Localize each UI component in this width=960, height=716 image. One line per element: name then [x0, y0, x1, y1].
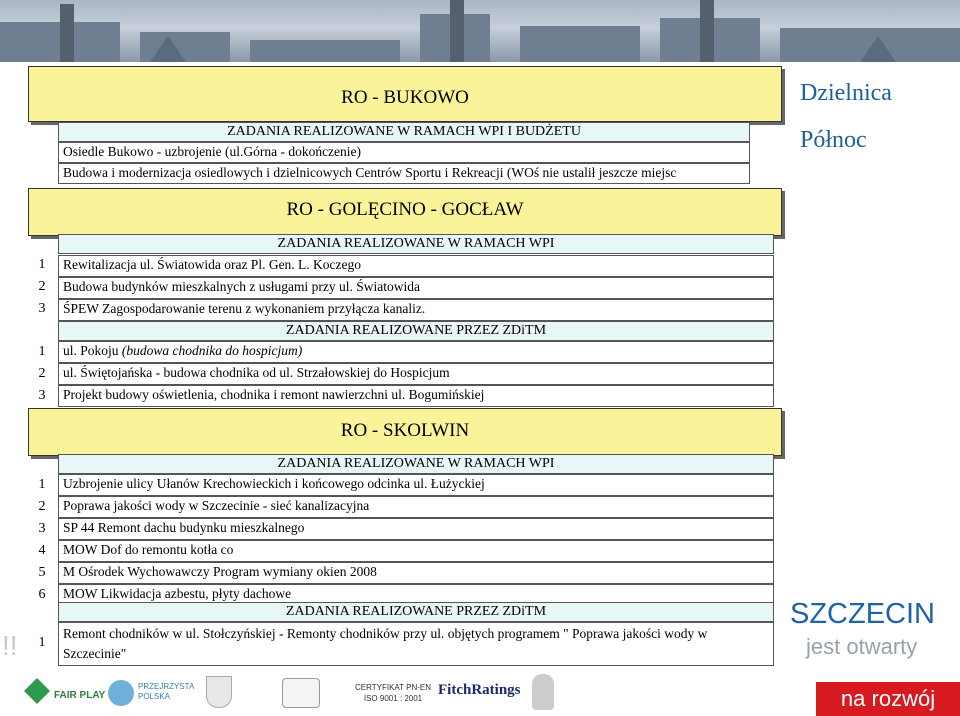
golecino-subheader-zditm: ZADANIA REALIZOWANE PRZEZ ZDiTM	[58, 321, 774, 341]
row-number: 1	[38, 257, 46, 272]
brand-slogan: jest otwarty	[806, 634, 918, 659]
skolwin-wpi-item-1	[58, 474, 774, 496]
district-label-line2: Północ	[800, 127, 867, 153]
golecino-wpi-item-1	[58, 255, 774, 277]
row-number: 2	[38, 499, 46, 514]
skolwin-wpi-item-2	[58, 496, 774, 518]
bukowo-title: RO - BUKOWO	[341, 87, 469, 108]
row-number: 5	[38, 565, 46, 580]
list-item-text-line2: Szczecinie"	[63, 646, 127, 661]
row-number: 3	[38, 521, 46, 536]
fair-play-logo	[24, 678, 50, 704]
list-item-text: Projekt budowy oświetlenia, chodnika i remont nawierzchni ul. Bogumińskiej	[63, 387, 485, 402]
mascot-icon	[532, 674, 554, 710]
bukowo-header	[28, 66, 782, 122]
bukowo-item-2	[58, 163, 750, 184]
golecino-title: RO - GOLĘCINO - GOCŁAW	[286, 199, 524, 220]
golecino-header	[28, 188, 782, 236]
przejrzysta-polska-logo	[108, 680, 134, 706]
row-number: 6	[38, 587, 46, 602]
golecino-zditm-item-3	[58, 385, 774, 407]
certificate-label: CERTYFIKAT PN-EN ISO 9001 : 2001	[354, 683, 431, 703]
list-item-text: M Ośrodek Wychowawczy Program wymiany okien 2008	[63, 564, 377, 579]
row-number: 2	[38, 366, 46, 381]
bukowo-subheader: ZADANIA REALIZOWANE W RAMACH WPI I BUDŻETU	[58, 122, 750, 142]
list-item-text: MOW Dof do remontu kotła co	[63, 542, 234, 557]
partner-logos	[20, 672, 800, 716]
skolwin-subheader-wpi: ZADANIA REALIZOWANE W RAMACH WPI	[58, 454, 774, 474]
golecino-wpi-item-3	[58, 299, 774, 321]
fair-play-label: FAIR PLAY	[54, 690, 106, 701]
golecino-zditm-item-1	[58, 341, 774, 363]
list-item-text: ul. Pokoju	[63, 343, 122, 358]
row-number: 1	[38, 344, 46, 359]
row-number: 1	[38, 635, 46, 650]
row-number: 3	[38, 301, 46, 316]
city-skyline-banner	[0, 0, 960, 62]
decorative-mark: !!	[2, 630, 18, 661]
list-item-text: Budowa i modernizacja osiedlowych i dzielnicowych Centrów Sportu i Rekreacji (WOś nie ustalił jeszcze miejsc	[63, 165, 677, 180]
brand-city: SZCZECIN	[790, 598, 935, 630]
district-label-line1: Dzielnica	[800, 80, 892, 106]
list-item-note: (budowa chodnika do hospicjum)	[121, 343, 303, 358]
bukowo-item-1	[58, 142, 750, 163]
skolwin-header	[28, 408, 782, 456]
skolwin-title: RO - SKOLWIN	[340, 420, 470, 441]
list-item-text: SP 44 Remont dachu budynku mieszkalnego	[63, 520, 305, 535]
przejrzysta-polska-label: PRZEJRZYSTA POLSKA	[138, 682, 194, 701]
row-number: 2	[38, 279, 46, 294]
row-number: 1	[38, 477, 46, 492]
fitch-ratings-label: FitchRatings	[438, 682, 521, 698]
list-item-text: Osiedle Bukowo - uzbrojenie (ul.Górna - dokończenie)	[63, 144, 362, 159]
skolwin-zditm-item-1	[58, 622, 774, 666]
row-number: 4	[38, 543, 46, 558]
list-item-text: Uzbrojenie ulicy Ułanów Krechowieckich i końcowego odcinka ul. Łużyckiej	[63, 476, 485, 491]
skolwin-wpi-item-4	[58, 540, 774, 562]
skolwin-wpi-item-3	[58, 518, 774, 540]
golecino-zditm-item-2	[58, 363, 774, 385]
golecino-wpi-item-2	[58, 277, 774, 299]
list-item-text: Rewitalizacja ul. Światowida oraz Pl. Gen. L. Koczego	[63, 257, 362, 272]
list-item-text: Poprawa jakości wody w Szczecinie - sieć kanalizacyjna	[63, 498, 370, 513]
golecino-subheader-wpi: ZADANIA REALIZOWANE W RAMACH WPI	[58, 234, 774, 254]
coat-of-arms-icon	[206, 676, 232, 708]
row-number: 3	[38, 388, 46, 403]
list-item-text: ul. Świętojańska - budowa chodnika od ul. Strzałowskiej do Hospicjum	[63, 365, 450, 380]
list-item-text-line1: Remont chodników w ul. Stołczyńskiej - Remonty chodników przy ul. objętych programem " Poprawa jakości wody w	[63, 626, 708, 641]
list-item-text: Budowa budynków mieszkalnych z usługami przy ul. Światowida	[63, 279, 420, 294]
list-item-text: ŚPEW Zagospodarowanie terenu z wykonaniem przyłącza kanaliz.	[63, 301, 426, 316]
list-item-text: MOW Likwidacja azbestu, płyty dachowe	[63, 586, 292, 601]
skolwin-wpi-item-5	[58, 562, 774, 584]
quality-badge-icon	[282, 678, 320, 708]
skolwin-subheader-zditm: ZADANIA REALIZOWANE PRZEZ ZDiTM	[58, 602, 774, 622]
brand-tagline: na rozwój	[816, 682, 960, 716]
